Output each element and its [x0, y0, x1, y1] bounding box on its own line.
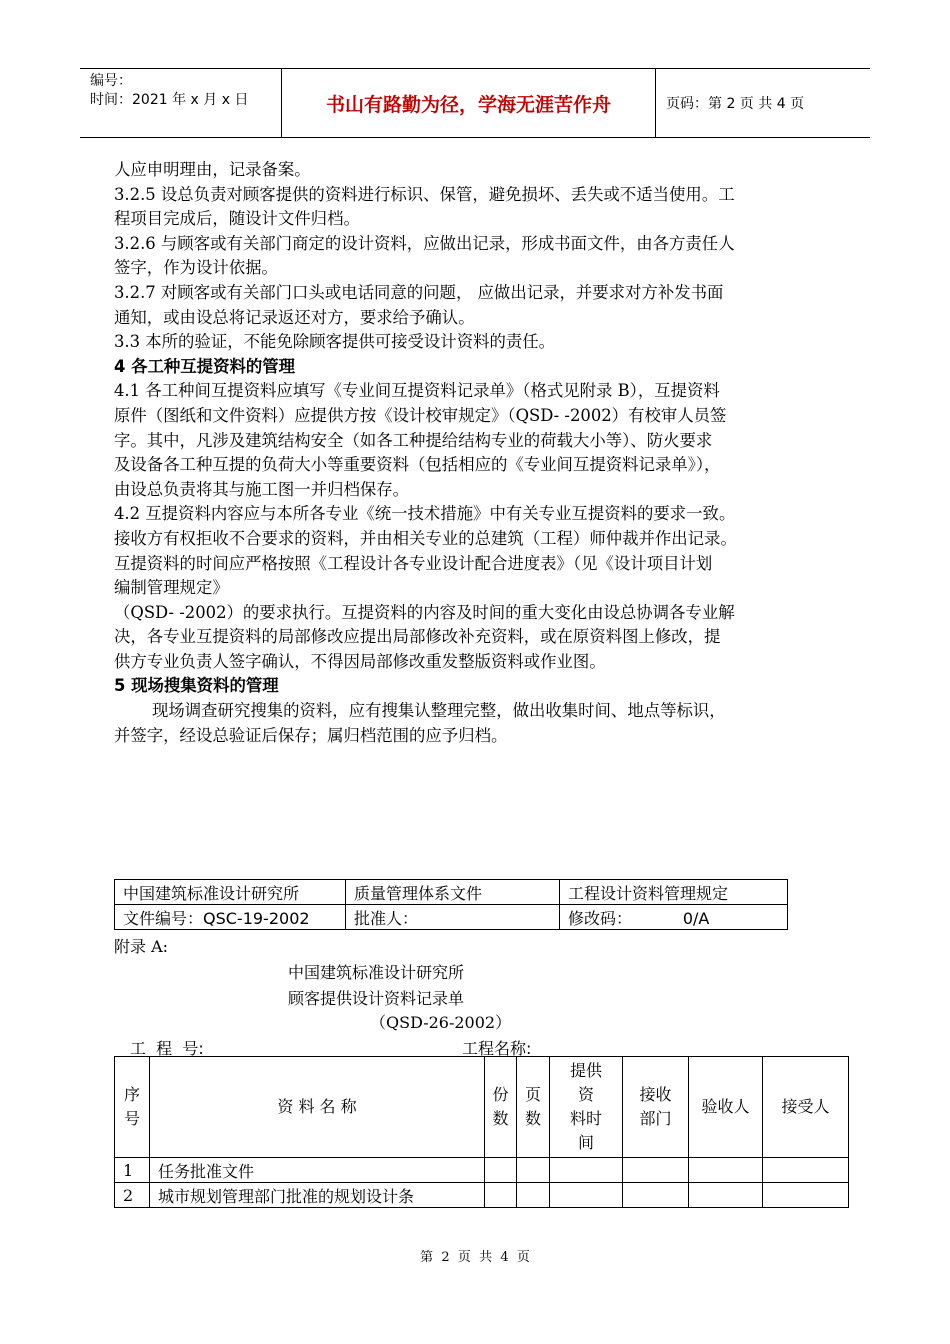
col-header-dept: 接收 部门 [623, 1057, 689, 1158]
table-cell [550, 1158, 623, 1183]
table-cell [689, 1183, 763, 1208]
table-header-row [115, 1057, 849, 1158]
table-cell [763, 1158, 849, 1183]
section-heading-4: 4 各工种互提资料的管理 [114, 356, 296, 376]
table-cell: 中国建筑标准设计研究所 [115, 880, 346, 905]
record-table [114, 1056, 849, 1208]
page-footer: 第 2 页 共 4 页 [420, 1250, 530, 1265]
body-line: 原件（图纸和文件资料）应提供方按《设计校审规定》（QSD- -2002）有校审人员签 [114, 405, 727, 425]
header-page-info: 页码：第 2 页 共 4 页 [666, 96, 805, 112]
col-header-time: 提供 资 料时 间 [550, 1057, 623, 1158]
form-title-org: 中国建筑标准设计研究所 [288, 963, 465, 982]
col-header-receiver: 接受人 [763, 1057, 849, 1158]
table-cell: 修改码： 0/A [560, 905, 788, 930]
table-cell [623, 1158, 689, 1183]
body-line: 及设备各工种互提的负荷大小等重要资料（包括相应的《专业间互提资料记录单》）， [114, 455, 721, 475]
table-cell: 城市规划管理部门批准的规划设计条 [150, 1183, 485, 1208]
table-cell: 2 [115, 1183, 150, 1208]
header-motto: 书山有路勤为径，学海无涯苦作舟 [282, 69, 656, 137]
table-cell: 批准人： [346, 905, 560, 930]
body-line: 3.2.5 设总负责对顾客提供的资料进行标识、保管，避免损坏、丢失或不适当使用。工 [114, 184, 735, 204]
col-header-index: 序 号 [115, 1057, 150, 1158]
document-info-table [114, 879, 788, 930]
table-cell [689, 1158, 763, 1183]
page-header [80, 68, 870, 138]
body-line: 签字，作为设计依据。 [114, 258, 278, 278]
table-cell [517, 1183, 550, 1208]
table-cell: 工程设计资料管理规定 [560, 880, 788, 905]
col-header-copies: 份 数 [485, 1057, 517, 1158]
number-label: 编号： [90, 73, 132, 89]
body-line: 人应申明理由，记录备案。 [114, 160, 311, 179]
body-line: 通知，或由设总将记录返还对方，要求给予确认。 [114, 307, 475, 327]
body-line: 4.1 各工种间互提资料应填写《专业间互提资料记录单》（格式见附录 B），互提资料 [114, 381, 720, 401]
body-line: 3.2.7 对顾客或有关部门口头或电话同意的问题， 应做出记录，并要求对方补发书面 [114, 282, 724, 302]
body-line: 供方专业负责人签字确认，不得因局部修改重发整版资料或作业图。 [114, 651, 606, 671]
body-line: 字。其中，凡涉及建筑结构安全（如各工种提给结构专业的荷载大小等）、防火要求 [114, 430, 713, 450]
table-cell: 任务批准文件 [150, 1158, 485, 1183]
table-row [115, 1158, 849, 1183]
time-label: 时间：2021 年 x 月 x 日 [90, 92, 249, 108]
col-header-pages: 页 数 [517, 1057, 550, 1158]
table-cell: 文件编号：QSC-19-2002 [115, 905, 346, 930]
table-cell [485, 1183, 517, 1208]
table-cell [485, 1158, 517, 1183]
form-title: 顾客提供设计资料记录单 [288, 989, 465, 1008]
table-row [115, 905, 788, 930]
section-heading-5: 5 现场搜集资料的管理 [114, 676, 279, 696]
body-line: 决，各专业互提资料的局部修改应提出局部修改补充资料，或在原资料图上修改，提 [114, 627, 721, 647]
body-line: 3.2.6 与顾客或有关部门商定的设计资料，应做出记录，形成书面文件，由各方责任人 [114, 233, 735, 253]
form-code: （QSD-26-2002） [370, 1013, 512, 1032]
table-row [115, 1183, 849, 1208]
body-line: 现场调查研究搜集的资料，应有搜集认整理完整，做出收集时间、地点等标识， [152, 701, 726, 721]
body-line: 3.3 本所的验证，不能免除顾客提供可接受设计资料的责任。 [114, 332, 556, 352]
col-header-checker: 验收人 [689, 1057, 763, 1158]
header-meta [80, 69, 282, 137]
body-line: 接收方有权拒收不合要求的资料，并由相关专业的总建筑（工程）师仲裁并作出记录。 [114, 528, 737, 548]
table-cell: 质量管理体系文件 [346, 880, 560, 905]
body-line: 并签字，经设总验证后保存；属归档范围的应予归档。 [114, 725, 508, 745]
table-cell [550, 1183, 623, 1208]
table-cell: 1 [115, 1158, 150, 1183]
appendix-label: 附录 A: [114, 937, 169, 956]
body-line: （QSD- -2002）的要求执行。互提资料的内容及时间的重大变化由设总协调各专业解 [114, 602, 735, 622]
table-cell [517, 1158, 550, 1183]
table-cell [763, 1183, 849, 1208]
body-line: 由设总负责将其与施工图一并归档保存。 [114, 479, 410, 499]
table-cell [623, 1183, 689, 1208]
body-line: 4.2 互提资料内容应与本所各专业《统一技术措施》中有关专业互提资料的要求一致。 [114, 504, 736, 524]
table-row [115, 880, 788, 905]
body-line: 编制管理规定》 [114, 578, 229, 598]
body-line: 程项目完成后，随设计文件归档。 [114, 209, 360, 229]
col-header-name: 资 料 名 称 [150, 1057, 485, 1158]
body-line: 互提资料的时间应严格按照《工程设计各专业设计配合进度表》（见《设计项目计划 [114, 553, 713, 573]
document-body [114, 158, 844, 748]
project-name-label: 工程名称: [462, 1039, 532, 1058]
project-number-label: 工 程 号: [130, 1039, 204, 1058]
